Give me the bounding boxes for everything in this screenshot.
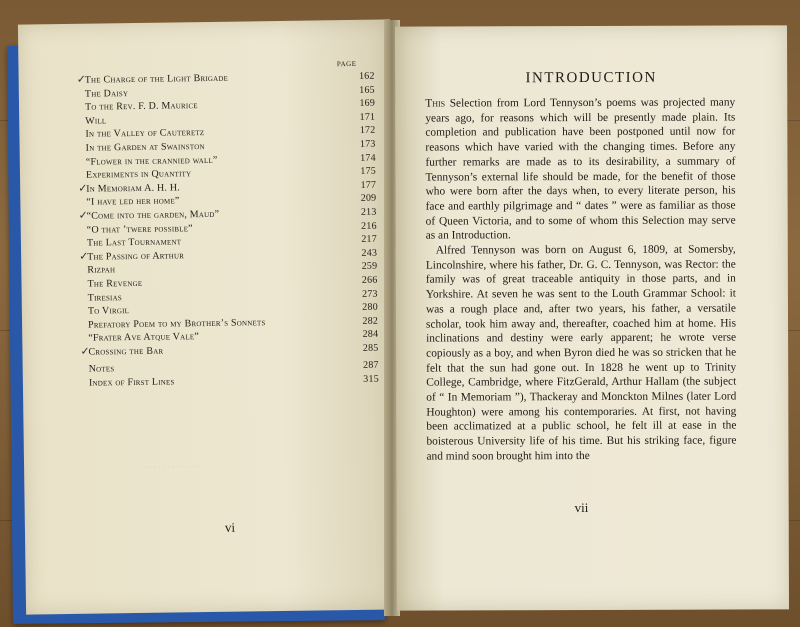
toc-entry-title: “Come into the garden, Maud” — [86, 208, 220, 222]
toc-entry-title: The Charge of the Light Brigade — [84, 72, 229, 86]
toc-entry-page: 175 — [360, 165, 377, 178]
pencil-tick-mark: ✓ — [78, 209, 89, 222]
toc-entry-title: In Memoriam A. H. H. — [86, 182, 181, 195]
toc-entry-page: 177 — [360, 179, 377, 191]
toc-entry-title: Rizpah — [87, 264, 116, 276]
toc-entry-title: Prefatory Poem to my Brother’s Sonnets — [88, 316, 266, 331]
toc-entry-page: 259 — [361, 260, 378, 273]
toc-entry-page: 287 — [363, 360, 379, 372]
toc-entry-page: 243 — [361, 247, 378, 259]
toc-entry-title: The Revenge — [87, 277, 143, 290]
toc-entry-title: In the Valley of Cauteretz — [85, 127, 205, 141]
intro-paragraph — [425, 95, 736, 243]
pencil-tick-mark: ✓ — [76, 73, 87, 86]
toc-entry-title: Tiresias — [87, 291, 122, 304]
table-of-contents — [76, 70, 379, 391]
paragraph-text: Selection from Lord Tennyson’s poems was projected many years ago, for reasons which will be presently made plain. Its completion and publication have been postponed until now for reasons which have varied with the changing times. Before any further remarks are made as to its desirability, a summary of Tennyson’s external life should be made, for the benefit of those who were born after the days when, to every literate person, his face and earthly pilgrimage and “ dates ” were as familiar as those of Queen Victoria, and to some of whom this Selection may serve as an Introduction. — [425, 96, 736, 242]
toc-entry-title: The Daisy — [84, 87, 129, 100]
paragraph-lead-word: This — [425, 97, 446, 110]
toc-entry-title: To the Rev. F. D. Maurice — [84, 100, 198, 113]
toc-entry-title: Crossing the Bar — [88, 345, 164, 358]
toc-entry-title: “I have led her home” — [86, 195, 180, 209]
toc-entry-page: 273 — [362, 288, 378, 300]
toc-entry-page: 280 — [362, 301, 378, 313]
toc-entry-title: Will — [85, 115, 107, 127]
toc-entry-page: 174 — [360, 152, 376, 164]
toc-entry-title: “O that ’twere possible” — [86, 222, 193, 236]
toc-entry-page: 173 — [359, 138, 376, 150]
show-through-text: · · · · · · · · · · · · — [144, 462, 199, 472]
toc-entry-title: Notes — [88, 363, 115, 376]
pencil-tick-mark: ✓ — [80, 345, 90, 358]
toc-entry-page: 266 — [361, 274, 378, 286]
page-title: INTRODUCTION — [525, 69, 657, 87]
toc-entry-title: The Last Tournament — [86, 236, 182, 249]
toc-entry-page: 169 — [359, 97, 376, 110]
toc-entry-page: 209 — [360, 192, 377, 205]
toc-entry-page: 285 — [362, 342, 379, 354]
right-folio: vii — [574, 500, 589, 516]
toc-entry-page: 172 — [359, 125, 376, 137]
introduction-text — [425, 95, 736, 464]
toc-entry-page: 213 — [360, 206, 377, 218]
toc-entry-page: 165 — [359, 84, 375, 96]
toc-entry-title: In the Garden at Swainston — [85, 140, 205, 154]
page-column-header: PAGE — [336, 59, 357, 69]
toc-entry-title: “Flower in the crannied wall” — [85, 154, 218, 168]
toc-entry-page: 315 — [363, 373, 379, 385]
right-page-introduction — [395, 25, 789, 610]
left-folio: vi — [224, 519, 236, 535]
toc-entry-page: 284 — [362, 328, 379, 341]
toc-entry-page: 216 — [361, 220, 377, 232]
toc-entry-page: 171 — [359, 111, 376, 123]
toc-entry-title: To Virgil — [87, 305, 130, 317]
paragraph-text: Alfred Tennyson was born on August 6, 1809, at Somersby, Lincolnshire, where his father, Dr. G. C. Tennyson, was Rector: the family was of great traceable antiquity in those parts, and in Yorkshire. At seven he was sent to the Louth Grammar School: it was a rough place and, after two years, his father, a versatile scholar, took him away and, thereafter, coached him at home. His inclinations and destiny were early apparent; he wrote verse copiously as a boy, and when Byron died he was so stricken that he felt that the sun had gone out. In 1828 he went up to Trinity College, Cambridge, where FitzGerald, Arthur Hallam (the subject of “ In Memoriam ”), Thackeray and Monckton Milnes (later Lord Houghton) were among his contemporaries. At first, not having been acclimatized at a public school, he felt ill at ease in the boisterous University life of his time. But his striking face, figure and mind soon brought him into the — [425, 243, 737, 463]
toc-entry-page: 162 — [358, 70, 375, 82]
pencil-tick-mark: ✓ — [78, 182, 88, 195]
toc-entry-title: The Passing of Arthur — [87, 250, 185, 263]
toc-entry-title: “Frater Ave Atque Vale” — [88, 331, 200, 344]
toc-entry — [80, 341, 379, 359]
pencil-tick-mark: ✓ — [79, 250, 89, 263]
intro-paragraph — [426, 243, 737, 465]
toc-entry-title: Experiments in Quantity — [85, 168, 192, 181]
left-page-contents — [18, 19, 398, 614]
toc-entry-page: 217 — [361, 233, 378, 245]
toc-entry-title: Index of First Lines — [88, 376, 175, 389]
toc-entry-page: 282 — [362, 315, 379, 327]
toc-entry — [89, 373, 379, 391]
